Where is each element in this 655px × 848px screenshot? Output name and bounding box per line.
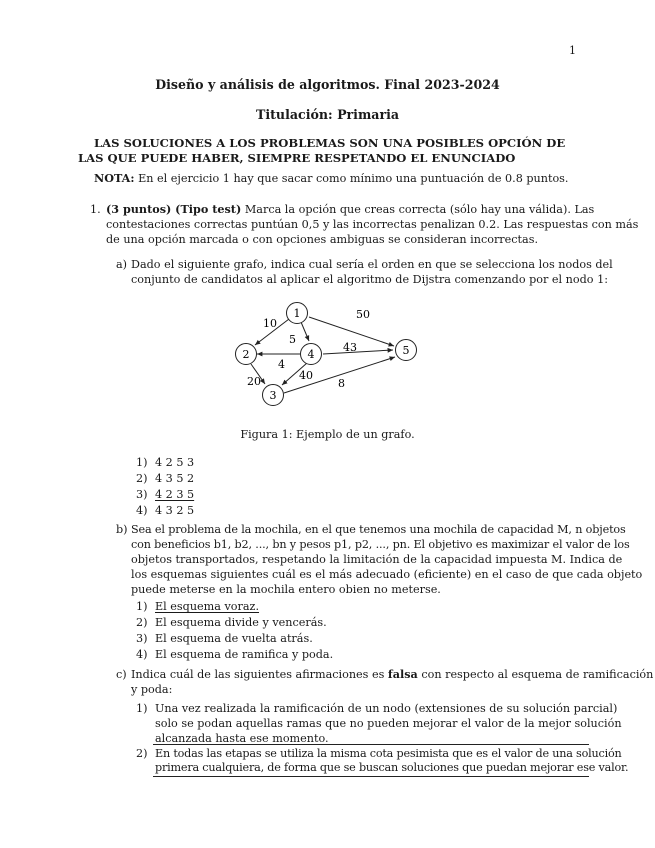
qb-option-1-num: 1) [136, 600, 148, 613]
qa-label: a) [116, 258, 128, 271]
titulacion: Titulación: Primaria [255, 107, 400, 122]
graph-figure [225, 295, 425, 415]
node-4-label: 4 [307, 348, 315, 361]
qc-option-1-line-2[interactable]: solo se podan aquellas ramas que no pueden mejorar el valor de la mejor solución [155, 717, 622, 730]
edge-4-5 [323, 350, 393, 354]
qb-option-3[interactable]: El esquema de vuelta atrás. [155, 632, 313, 645]
qa-option-4-num: 4) [136, 504, 148, 517]
qa-option-1[interactable]: 4 2 5 3 [155, 456, 195, 469]
qa-option-3-selected[interactable]: 4 2 3 5 [155, 488, 195, 501]
weight-1-2: 10 [263, 317, 277, 330]
qc-option-2-num: 2) [136, 747, 148, 760]
qc-line-2: y poda: [131, 683, 173, 696]
solutions-note-line-1: LAS SOLUCIONES A LOS PROBLEMAS SON UNA POSIBLES OPCIÓN DE [94, 136, 566, 150]
qc-option-1-line-1[interactable]: Una vez realizada la ramificación de un nodo (extensiones de su solución parcial) [155, 702, 618, 715]
weight-3-5: 8 [338, 377, 345, 390]
qb-line-2: con beneficios b1, b2, ..., bn y pesos p1, p2, ..., pn. El objetivo es maximizar el valor de los [131, 538, 630, 551]
node-1-label: 1 [293, 307, 301, 320]
node-5 [396, 340, 417, 361]
qa-line-1: Dado el siguiente grafo, indica cual sería el orden en que se selecciona los nodos del [131, 258, 613, 271]
qb-option-4[interactable]: El esquema de ramifica y poda. [155, 648, 334, 661]
nota-text: En el ejercicio 1 hay que sacar como mínimo una puntuación de 0.8 puntos. [138, 172, 569, 185]
qc-option-2-line-2[interactable]: primera cualquiera, de forma que se buscan soluciones que puedan mejorar ese valor. [155, 761, 629, 774]
weight-4-3: 40 [299, 369, 313, 382]
nota [94, 171, 568, 186]
figure-caption: Figura 1: Ejemplo de un grafo. [240, 428, 415, 441]
qb-option-3-num: 3) [136, 632, 148, 645]
qa-line-2: conjunto de candidatos al aplicar el algoritmo de Dijstra comenzando por el nodo 1: [131, 273, 608, 286]
qa-option-3-num: 3) [136, 488, 148, 501]
edge-1-4 [301, 322, 309, 341]
qa-option-1-num: 1) [136, 456, 148, 469]
node-4 [301, 344, 322, 365]
node-3 [263, 385, 284, 406]
qc-label: c) [116, 668, 127, 681]
qb-option-2[interactable]: El esquema divide y vencerás. [155, 616, 327, 629]
qc-bold: falsa [387, 667, 418, 681]
qc-option-1-line-3[interactable]: alcanzada hasta ese momento. [155, 732, 329, 745]
weight-2-3: 20 [247, 375, 261, 388]
qc-line-1 [131, 667, 653, 682]
qb-line-3: objetos transportados, respetando la limitación de la capacidad impuesta M. Indica de [131, 553, 623, 566]
weight-4-5: 43 [343, 341, 357, 354]
q1-line-1 [106, 202, 594, 217]
qb-line-5: puede meterse en la mochila entero obien no meterse. [131, 583, 441, 596]
page-number: 1 [569, 44, 576, 57]
exam-title: Diseño y análisis de algoritmos. Final 2023-2024 [155, 77, 500, 92]
qa-option-2-num: 2) [136, 472, 148, 485]
q1-line-3: de una opción marcada o con opciones ambiguas se consideran incorrectas. [106, 233, 539, 246]
q1-number: 1. [90, 203, 101, 216]
qb-line-1: Sea el problema de la mochila, en el que tenemos una mochila de capacidad M, n objetos [131, 523, 626, 536]
weight-1-4: 5 [289, 333, 296, 346]
nota-label: NOTA: [94, 171, 135, 185]
qb-option-1-selected[interactable]: El esquema voraz. [155, 600, 260, 613]
q1-bold: (3 puntos) (Tipo test) [106, 202, 242, 216]
weight-4-2: 4 [278, 358, 285, 371]
node-2 [236, 344, 257, 365]
qc-post: con respecto al esquema de ramificación [421, 668, 654, 681]
node-2-label: 2 [242, 348, 250, 361]
q1-text-1: Marca la opción que creas correcta (sólo hay una válida). Las [244, 203, 595, 216]
qb-option-2-num: 2) [136, 616, 148, 629]
qa-option-4[interactable]: 4 3 2 5 [155, 504, 195, 517]
node-1 [287, 303, 308, 324]
qb-label: b) [116, 523, 128, 536]
q1-line-2: contestaciones correctas puntúan 0,5 y las incorrectas penalizan 0.2. Las respuestas con más [106, 218, 639, 231]
node-5-label: 5 [402, 344, 410, 357]
weight-1-5: 50 [356, 308, 370, 321]
qb-option-4-num: 4) [136, 648, 148, 661]
qb-line-4: los esquemas siguientes cuál es el más adecuado (eficiente) en el caso de que cada objeto [131, 568, 643, 581]
node-3-label: 3 [269, 389, 277, 402]
qa-option-2[interactable]: 4 3 5 2 [155, 472, 195, 485]
qc-option-2-line-1[interactable]: En todas las etapas se utiliza la misma cota pesimista que es el valor de una solución [155, 747, 622, 760]
qc-option-1-num: 1) [136, 702, 148, 715]
qc-pre: Indica cuál de las siguientes afirmaciones es [131, 668, 385, 681]
solutions-note-line-2: LAS QUE PUEDE HABER, SIEMPRE RESPETANDO EL ENUNCIADO [78, 151, 516, 165]
